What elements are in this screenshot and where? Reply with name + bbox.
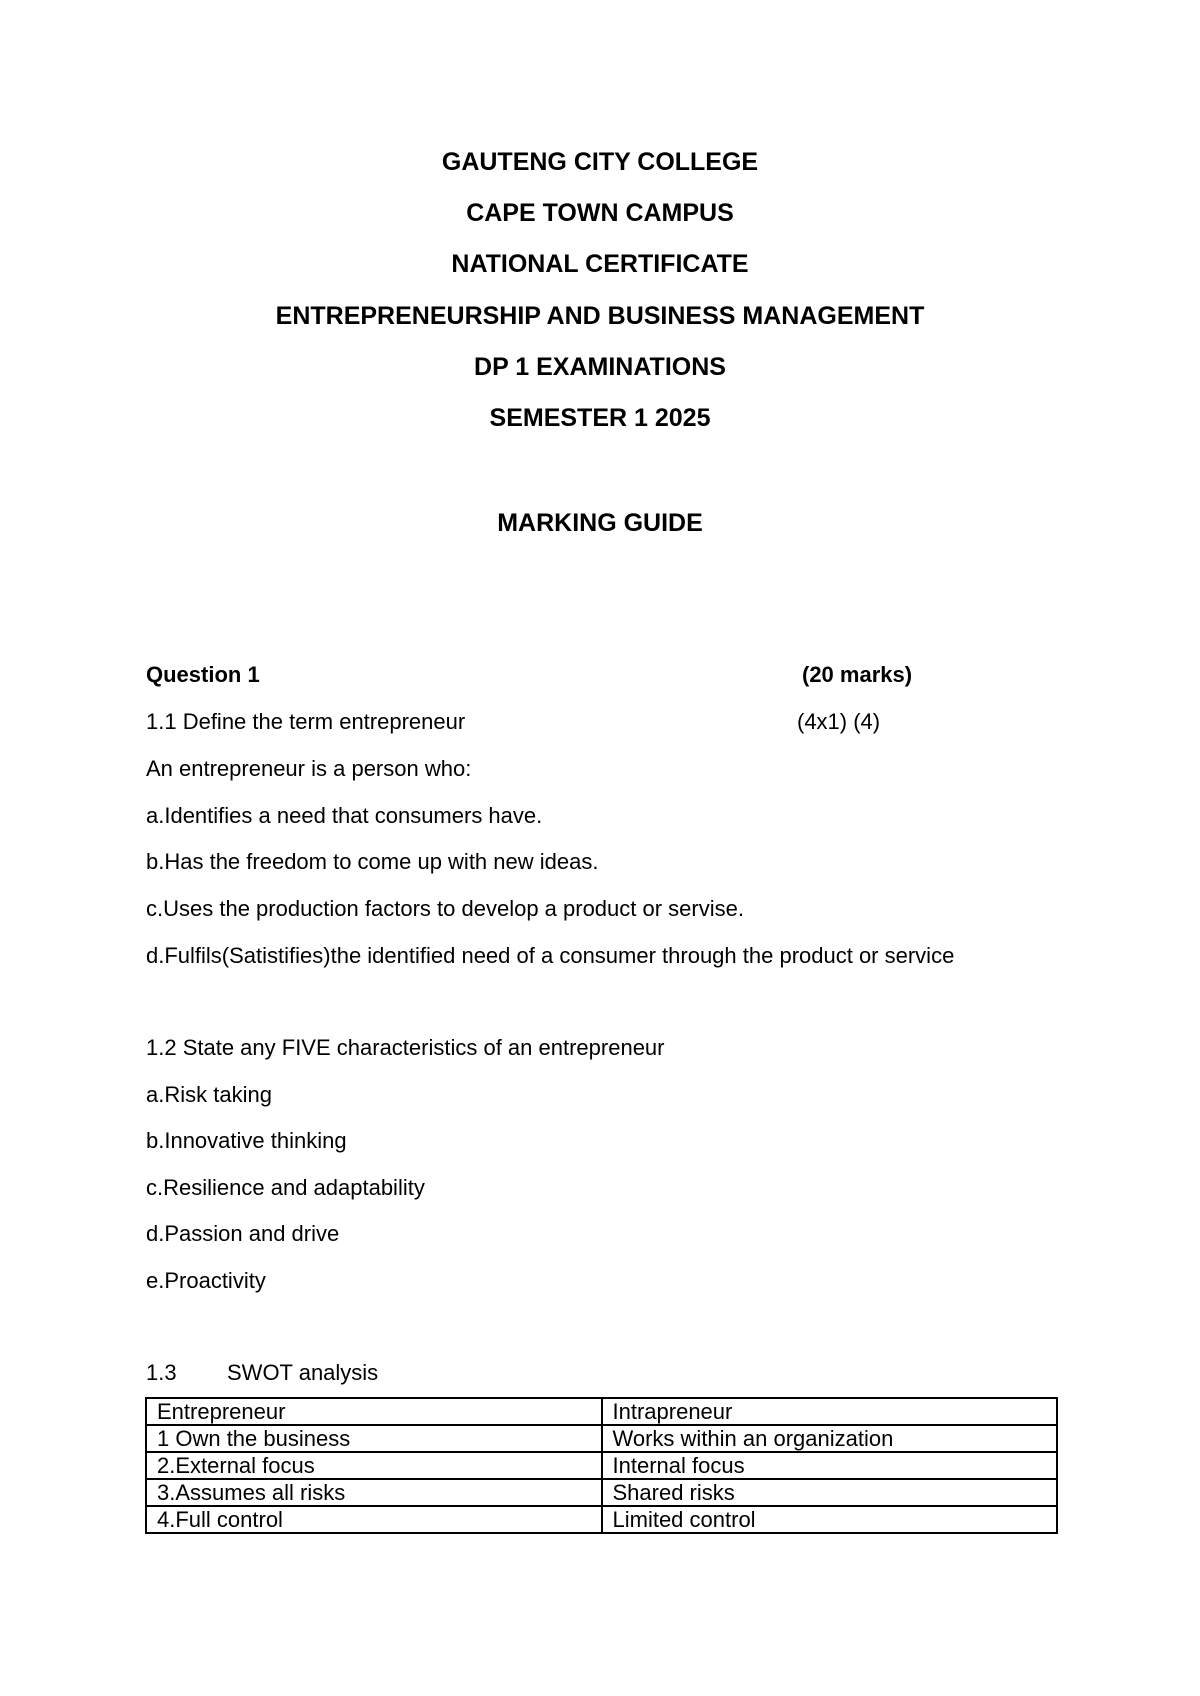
q1-2-prompt: 1.2 State any FIVE characteristics of an entrepreneur: [146, 1035, 665, 1060]
table-cell: Internal focus: [602, 1452, 1058, 1479]
list-item: a.Risk taking: [146, 1082, 272, 1107]
subject-name: ENTREPRENEURSHIP AND BUSINESS MANAGEMENT: [275, 302, 925, 330]
table-cell: 1 Own the business: [146, 1425, 602, 1452]
question-marks: (20 marks): [802, 662, 913, 687]
q1-3-title: SWOT analysis: [227, 1360, 379, 1385]
list-item: d.Fulfils(Satistifies)the identified need of a consumer through the product or service: [146, 943, 955, 968]
table-cell: Limited control: [602, 1506, 1058, 1533]
list-item: c.Uses the production factors to develop a product or servise.: [146, 896, 744, 921]
list-item: a.Identifies a need that consumers have.: [146, 803, 543, 828]
table-cell: 3.Assumes all risks: [146, 1479, 602, 1506]
table-row: [146, 1452, 1057, 1479]
list-item: c.Resilience and adaptability: [146, 1175, 425, 1200]
table-cell: 2.External focus: [146, 1452, 602, 1479]
table-header-cell: Intrapreneur: [602, 1398, 1058, 1425]
table-cell: Shared risks: [602, 1479, 1058, 1506]
semester-label: SEMESTER 1 2025: [489, 404, 711, 432]
table-cell: Works within an organization: [602, 1425, 1058, 1452]
campus-name: CAPE TOWN CAMPUS: [466, 199, 734, 227]
swot-table: [145, 1397, 1058, 1534]
list-item: b.Innovative thinking: [146, 1128, 347, 1153]
document-title: MARKING GUIDE: [497, 509, 703, 537]
certificate-name: NATIONAL CERTIFICATE: [451, 250, 749, 278]
q1-1-intro: An entrepreneur is a person who:: [146, 756, 472, 781]
exam-name: DP 1 EXAMINATIONS: [474, 353, 726, 381]
table-header-row: [146, 1398, 1057, 1425]
q1-1-prompt: 1.1 Define the term entrepreneur: [146, 709, 466, 734]
college-name: GAUTENG CITY COLLEGE: [441, 148, 759, 176]
table-header-cell: Entrepreneur: [146, 1398, 602, 1425]
q1-1-marks: (4x1) (4): [797, 709, 881, 734]
list-item: e.Proactivity: [146, 1268, 266, 1293]
table-row: [146, 1425, 1057, 1452]
question-title: Question 1: [146, 662, 260, 687]
list-item: d.Passion and drive: [146, 1221, 340, 1246]
table-cell: 4.Full control: [146, 1506, 602, 1533]
table-row: [146, 1479, 1057, 1506]
table-row: [146, 1506, 1057, 1533]
q1-3-number: 1.3: [146, 1360, 177, 1385]
list-item: b.Has the freedom to come up with new ideas.: [146, 849, 599, 874]
